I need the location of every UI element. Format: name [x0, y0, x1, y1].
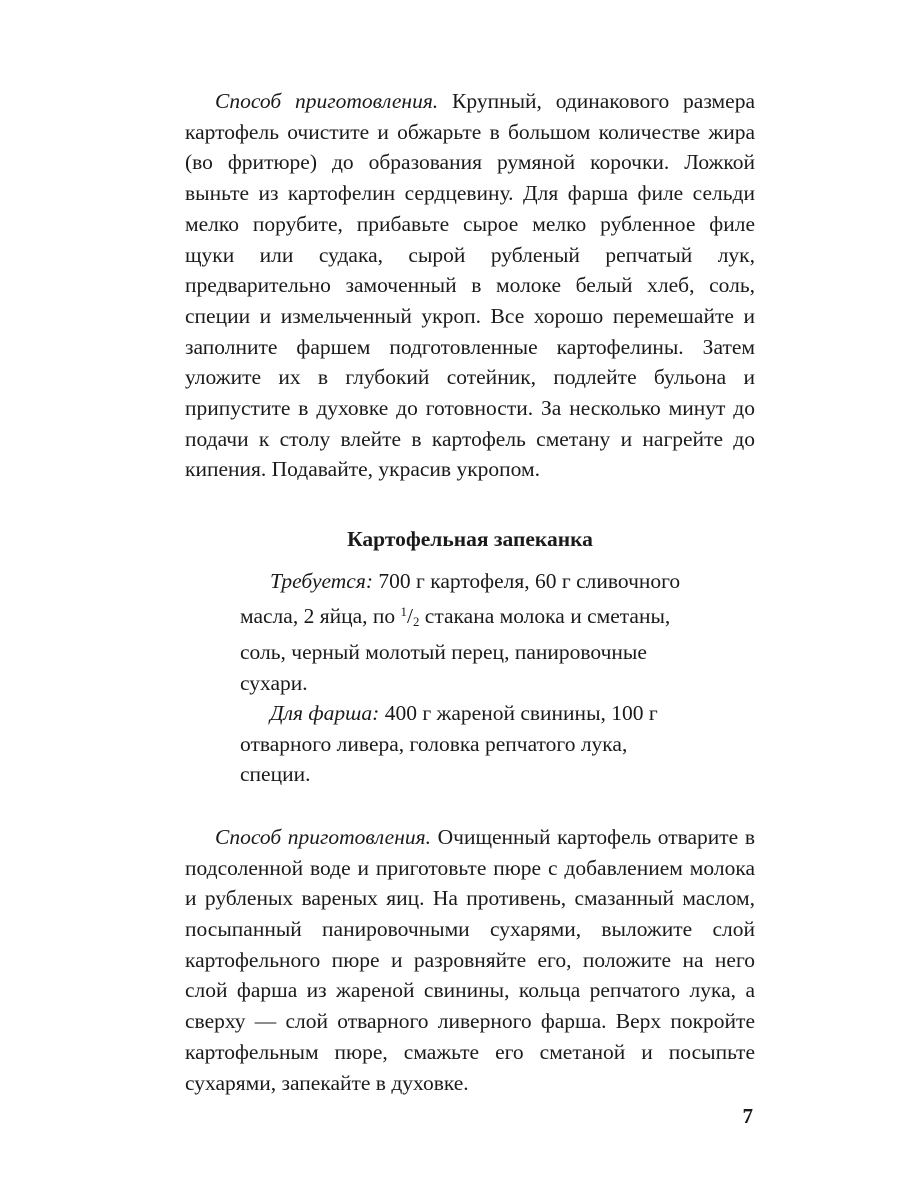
recipe1-method-text: Крупный, одинакового размера картофель очистите и обжарьте в большом количестве жира (во фритюре) до образования румяной корочки. Ложкой выньте из картофелин сердцевину. Для фарша филе сельди мелко порубите, прибавьте сырое мелко рубленное филе щуки или судака, сырой рубленый репчатый лук, предварительно замоченный в молоке белый хлеб, соль, специи и измельченный укроп. Все хорошо перемешайте и заполните фаршем подготовленные картофелины. Затем уложите их в глубокий сотейник, подлейте бульона и припустите в духовке до готовности. За несколько минут до подачи к столу влейте в картофель сметану и нагрейте до кипения. Подавайте, украсив укропом. [185, 89, 755, 482]
recipe2-requires-label: Требуется: [270, 569, 373, 594]
recipe2-filling-label: Для фарша: [270, 701, 380, 726]
half-fraction [401, 604, 420, 628]
page-number: 7 [742, 1104, 753, 1128]
recipe1-method-paragraph [185, 86, 755, 485]
recipe2-requires-paragraph [240, 566, 700, 698]
recipe2-requires-before: 700 г картофеля, 60 г сливочного масла, 2 яйца, по [240, 569, 681, 628]
page-body [185, 86, 755, 1098]
recipe1-method-label: Способ приготовления. [215, 89, 439, 113]
recipe2-ingredients [240, 566, 700, 790]
fraction-denominator: 2 [412, 614, 420, 629]
recipe2-requires-after: стакана молока и сметаны, соль, черный молотый перец, панировочные сухари. [240, 603, 671, 695]
recipe2-method-label: Способ приготовления. [215, 824, 431, 849]
recipe2-filling-paragraph [240, 698, 700, 790]
fraction-numerator: 1 [400, 604, 407, 619]
fraction-slash: / [406, 603, 413, 628]
recipe2-filling-text: 400 г жареной свинины, 100 г отварного ливера, головка репчатого лука, специи. [240, 701, 658, 787]
recipe2-method-text: Очищенный картофель отварите в подсоленной воде и приготовьте пюре с добавлением молока и рубленых вареных яиц. На противень, смазанный маслом, посыпанный панировочными сухарями, выложите слой картофельного пюре и разровняйте его, положите на него слой фарша из жареной свинины, кольца репчатого лука, а сверху — слой отварного ливерного фарша. Верх покройте картофельным пюре, смажьте его сметаной и посыпьте сухарями, запекайте в духовке. [185, 824, 755, 1095]
recipe2-method-paragraph [185, 822, 755, 1098]
recipe2-title: Картофельная запеканка [347, 527, 593, 552]
